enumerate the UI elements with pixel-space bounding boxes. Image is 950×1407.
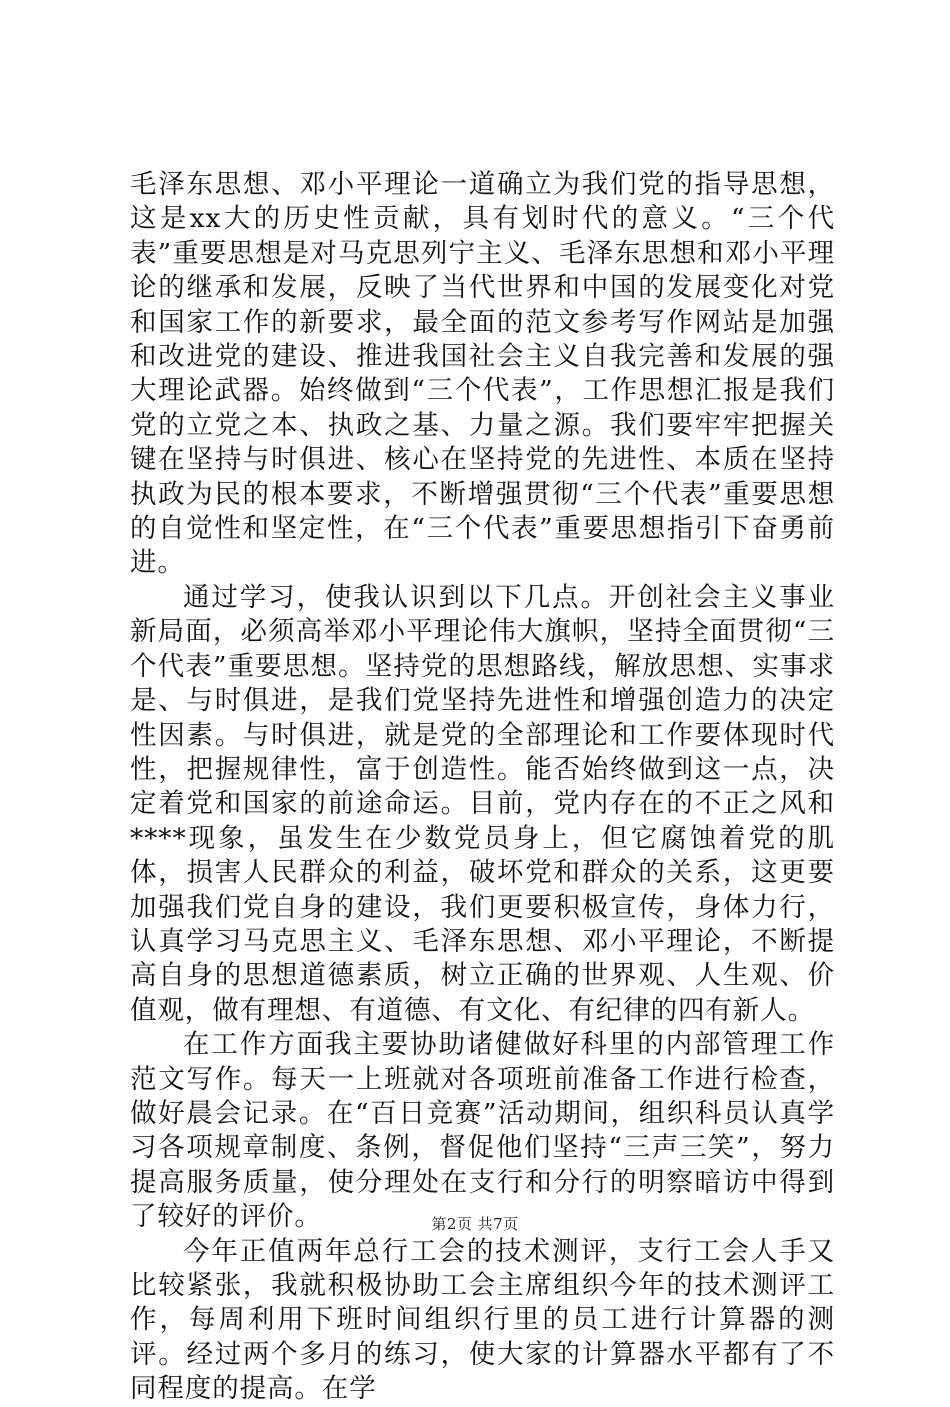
paragraph-4: 今年正值两年总行工会的技术测评，支行工会人手又比较紧张，我就积极协助工会主席组织今年的技术测评工作，每周利用下班时间组织行里的员工进行计算器的测评。经过两个多月的练习，使大家的计算器水平都有了不同程度的提高。在学 bbox=[130, 1235, 835, 1405]
page-footer bbox=[0, 1214, 950, 1234]
paragraph-1: 毛泽东思想、邓小平理论一道确立为我们党的指导思想，这是xx大的历史性贡献，具有划时代的意义。“三个代表”重要思想是对马克思列宁主义、毛泽东思想和邓小平理论的继承和发展，反映了当代世界和中国的发展变化对党和国家工作的新要求，最全面的范文参考写作网站是加强和改进党的建设、推进我国社会主义自我完善和发展的强大理论武器。始终做到“三个代表”，工作思想汇报是我们党的立党之本、执政之基、力量之源。我们要牢牢把握关键在坚持与时俱进、核心在坚持党的先进性、本质在坚持执政为民的根本要求，不断增强贯彻“三个代表”重要思想的自觉性和坚定性，在“三个代表”重要思想指引下奋勇前进。 bbox=[130, 169, 835, 579]
page-number-label: 第2页 共7页 bbox=[431, 1215, 519, 1233]
paragraph-2: 通过学习，使我认识到以下几点。开创社会主义事业新局面，必须高举邓小平理论伟大旗帜，坚持全面贯彻“三个代表”重要思想。坚持党的思想路线，解放思想、实事求是、与时俱进，是我们党坚持先进性和增强创造力的决定性因素。与时俱进，就是党的全部理论和工作要体现时代性，把握规律性，富于创造性。能否始终做到这一点，决定着党和国家的前途命运。目前，党内存在的不正之风和****现象，虽发生在少数党员身上，但它腐蚀着党的肌体，损害人民群众的利益，破坏党和群众的关系，这更要加强我们党自身的建设，我们更要积极宣传，身体力行，认真学习马克思主义、毛泽东思想、邓小平理论，不断提高自身的思想道德素质，树立正确的世界观、人生观、价值观，做有理想、有道德、有文化、有纪律的四有新人。 bbox=[130, 581, 835, 1026]
paragraph-3: 在工作方面我主要协助诸健做好科里的内部管理工作范文写作。每天一上班就对各项班前准备工作进行检查，做好晨会记录。在“百日竞赛”活动期间，组织科员认真学习各项规章制度、条例，督促他们坚持“三声三笑”，努力提高服务质量，使分理处在支行和分行的明察暗访中得到了较好的评价。 bbox=[130, 1029, 835, 1233]
